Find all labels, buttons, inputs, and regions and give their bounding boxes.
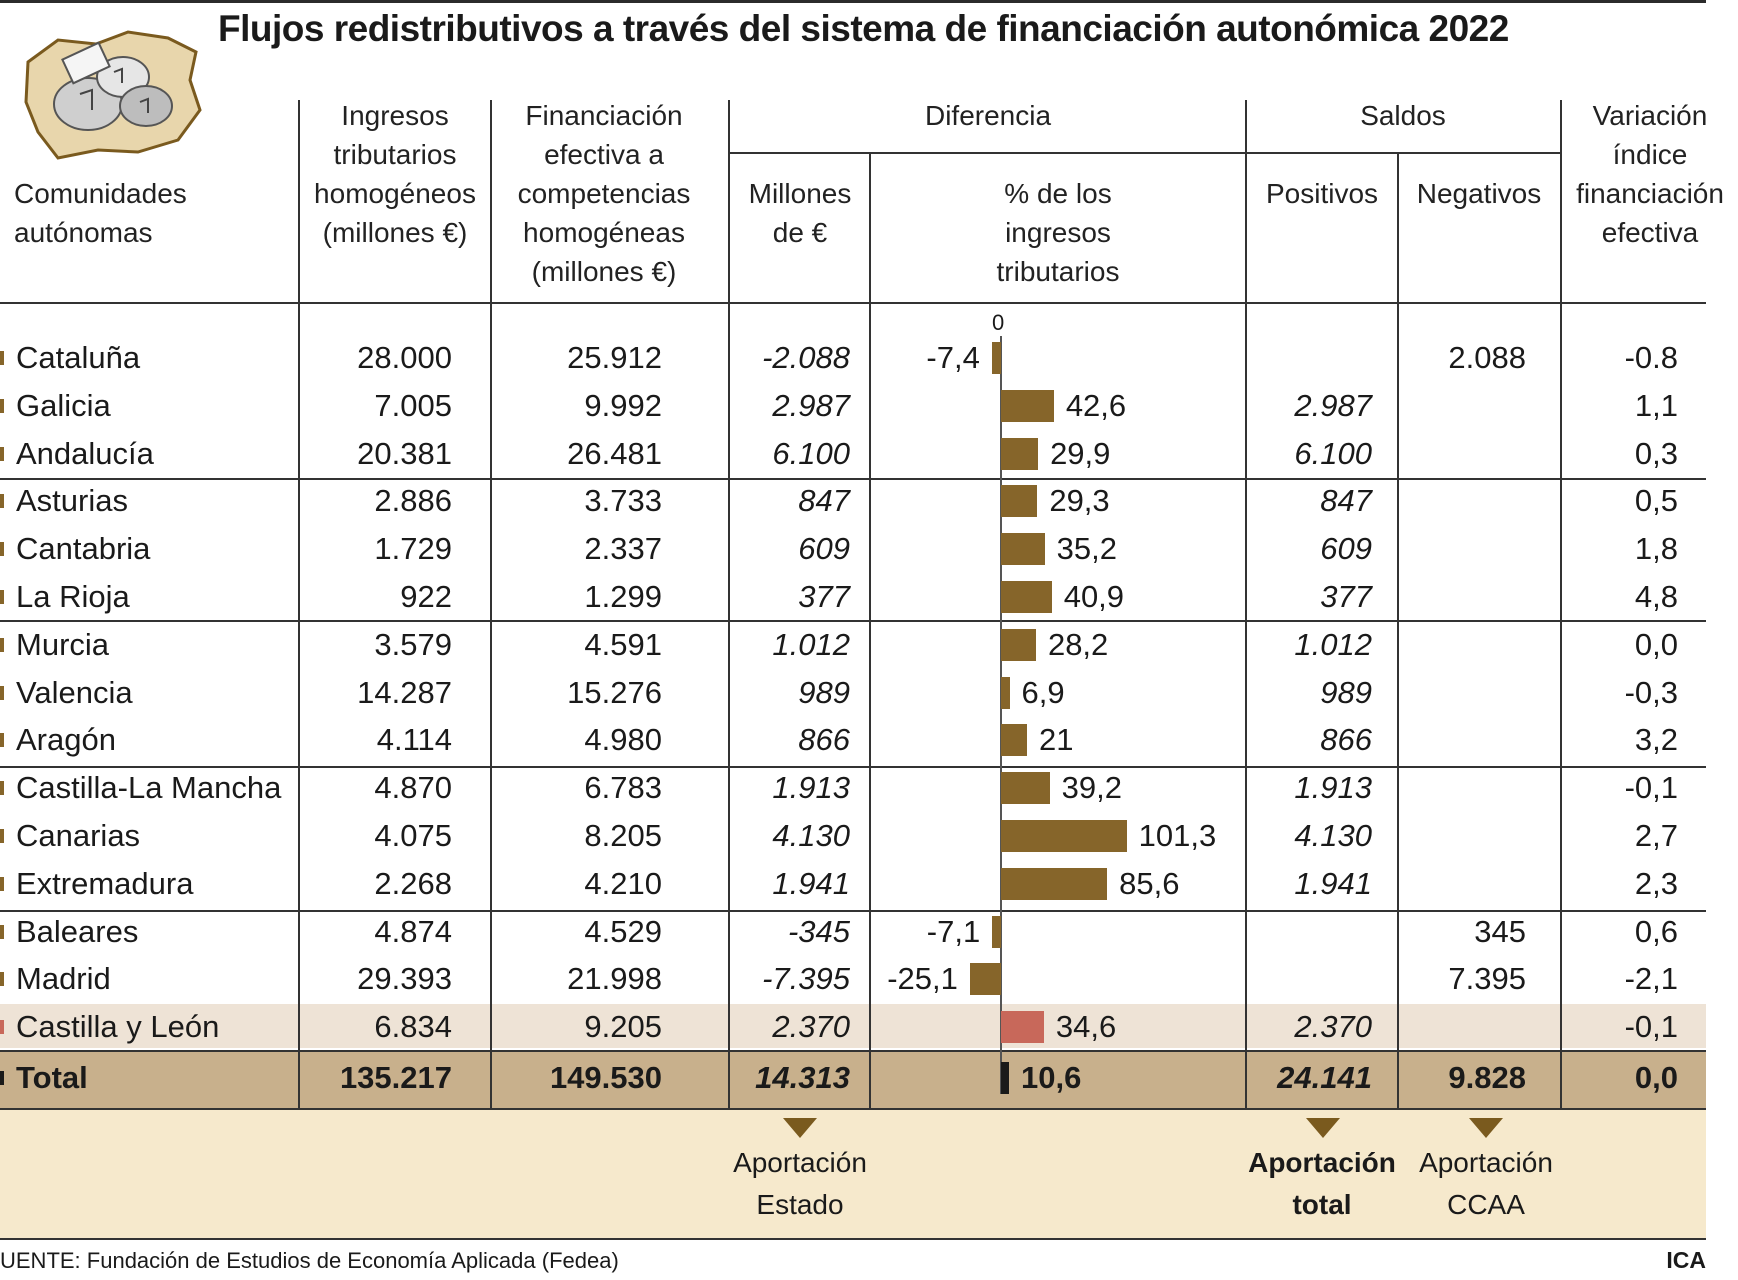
footer-aportacion-estado	[700, 1142, 900, 1226]
pct-label: -7,4	[926, 340, 980, 375]
diferencia-value: 1.012	[772, 626, 850, 662]
financiacion-value: 15.276	[567, 674, 662, 710]
ingresos-value: 4.114	[376, 722, 452, 758]
pct-bar	[1001, 772, 1050, 804]
pct-label: 21	[1039, 722, 1074, 758]
diferencia-value: 989	[798, 674, 850, 710]
row-marker	[0, 972, 4, 986]
diferencia-value: -7.395	[762, 961, 850, 997]
pct-bar	[970, 963, 1001, 995]
region-label: Galicia	[16, 387, 111, 423]
pct-bar	[1001, 868, 1107, 900]
row-marker	[0, 399, 4, 413]
header-variacion-line: índice	[1612, 139, 1688, 170]
row-marker	[0, 733, 4, 747]
divider	[0, 1238, 1706, 1240]
pct-bar	[1001, 724, 1027, 756]
header-saldos: Saldos	[1360, 100, 1446, 131]
header-ingresos-line: (millones €)	[322, 217, 468, 248]
pct-label: 28,2	[1047, 626, 1109, 662]
financiacion-value: 25.912	[567, 340, 662, 375]
divider	[0, 302, 1706, 304]
row-marker	[0, 877, 4, 891]
diferencia-value: 1.913	[772, 770, 850, 806]
financiacion-value: 26.481	[567, 435, 662, 471]
diferencia-value: 2.987	[772, 387, 850, 423]
region-label: Castilla-La Mancha	[16, 770, 282, 806]
header-pct-line: tributarios	[996, 256, 1120, 287]
region-label: Total	[16, 1060, 88, 1095]
divider	[730, 152, 1246, 154]
column-divider	[1397, 152, 1399, 1108]
variacion-value: -0,3	[1624, 674, 1678, 710]
ingresos-value: 6.834	[374, 1009, 452, 1045]
divider	[0, 1050, 1706, 1052]
row-marker	[0, 1071, 4, 1085]
header-financiacion-line: efectiva a	[544, 139, 664, 170]
highlight-row-band	[0, 1004, 1706, 1048]
financiacion-value: 8.205	[584, 818, 662, 853]
row-marker	[0, 686, 4, 700]
header-pct	[870, 174, 1246, 291]
ingresos-value: 1.729	[374, 531, 452, 567]
pct-bar	[1001, 677, 1010, 709]
header-pct-line: ingresos	[1005, 217, 1111, 248]
financiacion-value: 149.530	[549, 1060, 662, 1095]
diferencia-value: 2.370	[772, 1009, 850, 1045]
pct-bar	[1001, 581, 1052, 613]
footer-line: Aportación	[1248, 1147, 1396, 1178]
financiacion-value: 4.980	[584, 722, 662, 758]
variacion-value: 0,3	[1634, 435, 1678, 471]
variacion-value: 2,3	[1634, 865, 1678, 901]
variacion-value: 1,1	[1634, 387, 1678, 423]
diferencia-value: 377	[798, 579, 850, 614]
coins-map-icon	[18, 22, 208, 162]
financiacion-value: 6.783	[584, 770, 662, 806]
region-label: La Rioja	[16, 579, 130, 614]
pct-bar	[992, 916, 1001, 948]
positivos-value: 377	[1320, 579, 1372, 614]
ingresos-value: 7.005	[374, 387, 452, 423]
row-marker	[0, 542, 4, 556]
region-label: Valencia	[16, 674, 133, 710]
region-label: Cataluña	[16, 340, 141, 375]
variacion-value: 0,0	[1634, 626, 1678, 662]
variacion-value: 0,5	[1634, 483, 1678, 519]
financiacion-value: 3.733	[584, 483, 662, 519]
header-region	[14, 174, 187, 252]
pct-label: -25,1	[887, 961, 958, 997]
zero-axis-label: 0	[992, 310, 1005, 335]
header-financiacion-line: homogéneas	[523, 217, 685, 248]
positivos-value: 989	[1320, 674, 1372, 710]
header-pct-line: % de los	[1004, 178, 1112, 209]
header-region-line: autónomas	[14, 217, 153, 248]
pct-bar	[1001, 485, 1037, 517]
variacion-value: 4,8	[1634, 579, 1678, 614]
financiacion-value: 4.529	[584, 913, 662, 949]
header-variacion-line: Variación	[1592, 100, 1708, 131]
page-title: Flujos redistributivos a través del sistema de financiación autonómica 2022	[218, 8, 1509, 49]
header-financiacion-line: competencias	[517, 178, 691, 209]
footer-line: Estado	[756, 1189, 844, 1220]
ingresos-value: 4.075	[374, 818, 452, 853]
variacion-value: -0.8	[1624, 340, 1678, 375]
region-label: Cantabria	[16, 531, 151, 567]
row-marker	[0, 829, 4, 843]
diferencia-value: 847	[798, 483, 850, 519]
pct-bar	[1001, 629, 1036, 661]
region-label: Canarias	[16, 818, 141, 853]
variacion-value: 2,7	[1634, 818, 1678, 853]
region-label: Madrid	[16, 961, 111, 997]
header-positivos: Positivos	[1265, 178, 1379, 209]
positivos-value: 2.370	[1294, 1009, 1372, 1045]
region-label: Baleares	[16, 913, 139, 949]
header-variacion-line: efectiva	[1601, 217, 1699, 248]
financiacion-value: 21.998	[567, 961, 662, 997]
pct-label: 35,2	[1056, 531, 1117, 567]
pct-label: 6,9	[1021, 674, 1065, 710]
positivos-value: 1.941	[1294, 865, 1372, 901]
region-label: Extremadura	[16, 865, 194, 901]
header-financiacion	[492, 96, 716, 291]
diferencia-value: 609	[798, 531, 850, 567]
negativos-value: 345	[1474, 913, 1526, 949]
diferencia-value: 866	[798, 722, 850, 758]
ingresos-value: 2.886	[374, 483, 452, 519]
header-region-line: Comunidades	[14, 178, 187, 209]
header-financiacion-line: Financiación	[525, 100, 683, 131]
diferencia-value: 14.313	[755, 1060, 850, 1095]
variacion-value: -0,1	[1624, 770, 1678, 806]
negativos-value: 9.828	[1448, 1060, 1526, 1095]
region-label: Asturias	[16, 483, 128, 519]
footer-line: Aportación	[1419, 1147, 1553, 1178]
pct-label: 39,2	[1061, 770, 1122, 806]
row-marker	[0, 1020, 4, 1034]
financiacion-value: 4.210	[584, 865, 662, 901]
region-label: Murcia	[16, 626, 110, 662]
positivos-value: 1.012	[1294, 626, 1372, 662]
diferencia-value: 4.130	[772, 818, 850, 853]
arrow-down-icon	[1306, 1118, 1340, 1138]
region-label: Andalucía	[16, 435, 154, 471]
diferencia-value: -345	[787, 913, 850, 949]
arrow-down-icon	[1469, 1118, 1503, 1138]
divider	[0, 620, 1706, 622]
negativos-value: 7.395	[1448, 961, 1526, 997]
ingresos-value: 3.579	[374, 626, 452, 662]
credit-label: ICA	[1666, 1247, 1706, 1273]
pct-bar	[1001, 1011, 1044, 1043]
row-marker	[0, 781, 4, 795]
source-note: UENTE: Fundación de Estudios de Economía Aplicada (Fedea)	[0, 1248, 619, 1273]
pct-bar	[1001, 1062, 1009, 1094]
variacion-value: 3,2	[1634, 722, 1678, 758]
pct-label: 101,3	[1138, 818, 1217, 853]
header-millones	[730, 174, 870, 252]
pct-label: 29,3	[1049, 483, 1110, 519]
pct-bar	[1001, 390, 1054, 422]
positivos-value: 6.100	[1294, 435, 1372, 471]
pct-label: 85,6	[1119, 865, 1180, 901]
financiacion-value: 1.299	[584, 579, 662, 614]
negativos-value: 2.088	[1448, 340, 1526, 375]
pct-label: 40,9	[1063, 579, 1125, 614]
diferencia-value: 1.941	[772, 865, 850, 901]
ingresos-value: 4.870	[374, 770, 452, 806]
positivos-value: 866	[1320, 722, 1372, 758]
positivos-value: 609	[1320, 531, 1372, 567]
pct-bar	[1001, 438, 1038, 470]
footer-line: Aportación	[733, 1147, 867, 1178]
region-label: Aragón	[16, 722, 116, 758]
header-financiacion-line: (millones €)	[531, 256, 677, 287]
pct-bar	[1001, 533, 1045, 565]
financiacion-value: 4.591	[584, 626, 662, 662]
header-ingresos-line: tributarios	[333, 139, 457, 170]
variacion-value: 1,8	[1634, 531, 1678, 567]
ingresos-value: 4.874	[374, 913, 452, 949]
footer-aportacion-ccaa	[1386, 1142, 1586, 1226]
region-label: Castilla y León	[16, 1009, 220, 1045]
financiacion-value: 2.337	[584, 531, 662, 567]
variacion-value: -2,1	[1624, 961, 1678, 997]
header-millones-line: de €	[772, 217, 828, 248]
header-variacion	[1562, 96, 1738, 252]
divider	[0, 478, 1706, 480]
pct-bar	[992, 342, 1001, 374]
ingresos-value: 2.268	[374, 865, 452, 901]
top-rule	[0, 0, 1706, 3]
header-ingresos-line: homogéneos	[314, 178, 476, 209]
pct-label: 42,6	[1065, 387, 1127, 423]
header-diferencia: Diferencia	[924, 100, 1052, 131]
positivos-value: 1.913	[1294, 770, 1372, 806]
header-ingresos	[300, 96, 490, 252]
row-marker	[0, 638, 4, 652]
row-marker	[0, 925, 4, 939]
positivos-value: 4.130	[1294, 818, 1372, 853]
ingresos-value: 135.217	[339, 1060, 452, 1095]
diferencia-value: 6.100	[772, 435, 850, 471]
divider	[1246, 152, 1560, 154]
row-marker	[0, 351, 4, 365]
pct-label: 10,6	[1021, 1060, 1082, 1095]
financiacion-value: 9.205	[584, 1009, 662, 1045]
variacion-value: 0,0	[1634, 1060, 1678, 1095]
ingresos-value: 14.287	[357, 674, 452, 710]
header-millones-line: Millones	[748, 178, 852, 209]
positivos-value: 847	[1320, 483, 1372, 519]
pct-label: -7,1	[926, 913, 981, 949]
positivos-value: 24.141	[1277, 1060, 1372, 1095]
diferencia-value: -2.088	[762, 340, 850, 375]
positivos-value: 2.987	[1294, 387, 1372, 423]
divider	[0, 1108, 1706, 1110]
row-marker	[0, 447, 4, 461]
footer-line: total	[1292, 1189, 1352, 1220]
footer-line: CCAA	[1447, 1189, 1525, 1220]
row-marker	[0, 590, 4, 604]
pct-bar	[1001, 820, 1127, 852]
financiacion-value: 9.992	[584, 387, 662, 423]
pct-label: 34,6	[1055, 1009, 1117, 1045]
variacion-value: -0,1	[1624, 1009, 1678, 1045]
header-ingresos-line: Ingresos	[341, 100, 449, 131]
arrow-down-icon	[783, 1118, 817, 1138]
header-variacion-line: financiación	[1576, 178, 1724, 209]
ingresos-value: 20.381	[357, 435, 452, 471]
ingresos-value: 922	[400, 579, 452, 614]
variacion-value: 0,6	[1634, 913, 1678, 949]
ingresos-value: 29.393	[357, 961, 452, 997]
header-negativos: Negativos	[1416, 178, 1542, 209]
row-marker	[0, 494, 4, 508]
ingresos-value: 28.000	[357, 340, 452, 375]
column-divider	[1245, 100, 1247, 1108]
pct-label: 29,9	[1050, 435, 1111, 471]
